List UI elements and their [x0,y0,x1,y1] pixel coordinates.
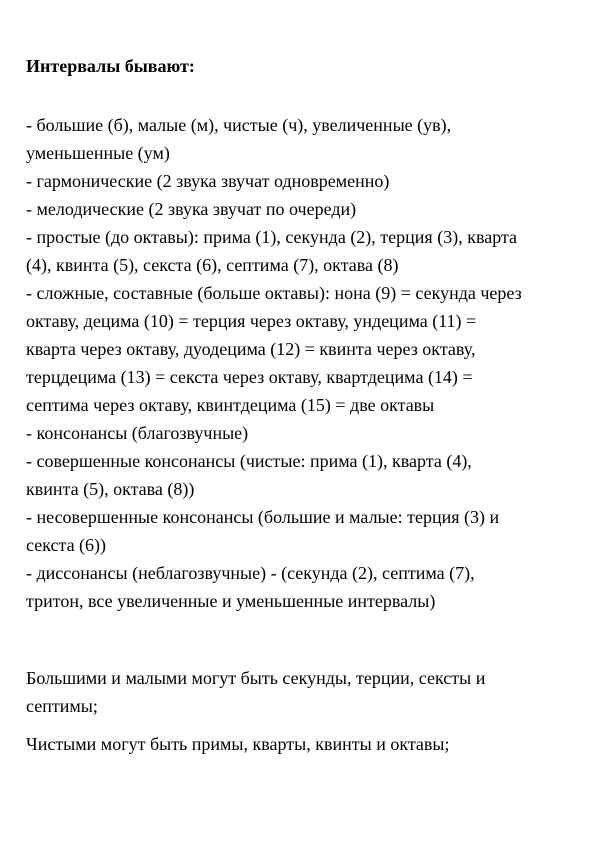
list-line: - консонансы (благозвучные) [26,423,249,443]
paragraph-line: Большими и малыми могут быть секунды, терции, сексты и [26,668,486,688]
paragraph-line: септимы; [26,696,98,716]
list-line: - совершенные консонансы (чистые: прима (1), кварта (4), [26,451,472,471]
list-line: уменьшенные (ум) [26,143,170,163]
list-line: - диссонансы (неблагозвучные) - (секунда (2), септима (7), [26,563,475,583]
list-line: секста (6)) [26,535,107,555]
list-line: септима через октаву, квинтдецима (15) = две октавы [26,395,435,415]
list-line: квинта (5), октава (8)) [26,479,195,499]
list-line: терцдецима (13) = секста через октаву, квартдецима (14) = [26,367,473,387]
list-line: - мелодические (2 звука звучат по очереди) [26,199,357,219]
list-line: тритон, все увеличенные и уменьшенные интервалы) [26,591,436,611]
list-line: октаву, децима (10) = терция через октаву, ундецима (11) = [26,311,477,331]
list-line: (4), квинта (5), секста (6), септима (7), октава (8) [26,255,399,275]
list-line: - гармонические (2 звука звучат одновременно) [26,171,390,191]
list-line: - простые (до октавы): прима (1), секунда (2), терция (3), кварта [26,227,518,247]
list-line: кварта через октаву, дуодецима (12) = квинта через октаву, [26,339,476,359]
document-heading: Интервалы бывают: [26,56,195,76]
paragraph-line: Чистыми могут быть примы, кварты, квинты и октавы; [26,734,450,754]
list-line: - несовершенные консонансы (большие и малые: терция (3) и [26,507,500,527]
list-line: - сложные, составные (больше октавы): нона (9) = секунда через [26,283,522,303]
list-line: - большие (б), малые (м), чистые (ч), увеличенные (ув), [26,115,452,135]
